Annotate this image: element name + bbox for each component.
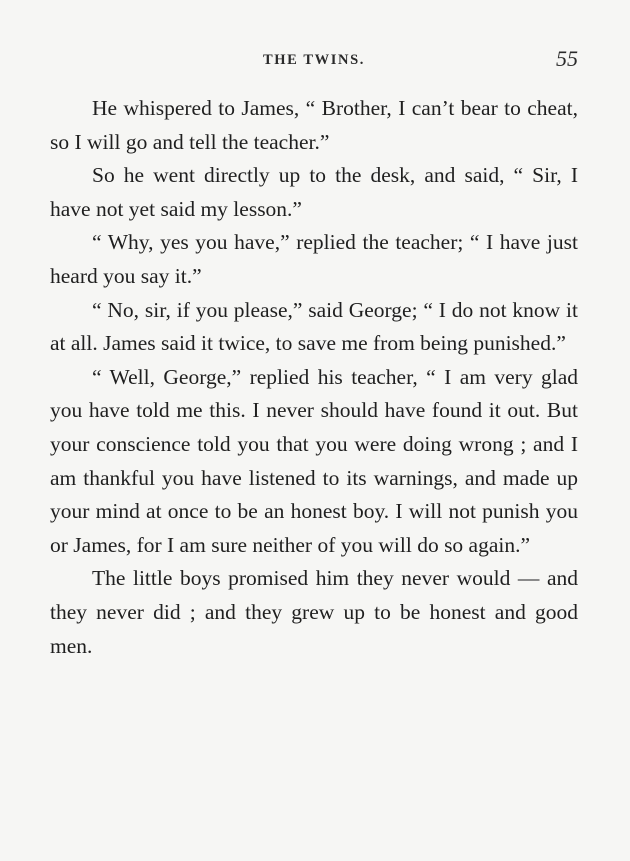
paragraph-1: He whispered to James, “ Brother, I can’t bear to cheat, so I will go and tell the teacher.” — [50, 96, 578, 154]
page-number: 55 — [556, 46, 578, 71]
paragraph-6: The little boys promised him they never would — and they never did ; and they grew up to be honest and good men. — [50, 566, 578, 658]
paragraph-3: “ Why, yes you have,” replied the teacher; “ I have just heard you say it.” — [50, 230, 578, 288]
running-title: THE TWINS. — [263, 52, 365, 68]
running-head — [50, 46, 578, 76]
body-text — [50, 92, 578, 663]
paragraph-4: “ No, sir, if you please,” said George; “ I do not know it at all. James said it twice, to save me from being punished.” — [50, 297, 578, 356]
paragraph-2: So he went directly up to the desk, and said, “ Sir, I have not yet said my lesson.” — [50, 163, 578, 221]
paragraph-5: “ Well, George,” replied his teacher, “ I am very glad you have told me this. I never should have found it out. But your conscience told you that you were doing wrong ; and I am thankful you have listened to its warnings, and made up your mind at once to be an honest boy. I will not punish you or James, for I am sure neither of you will do so again.” — [50, 364, 578, 557]
